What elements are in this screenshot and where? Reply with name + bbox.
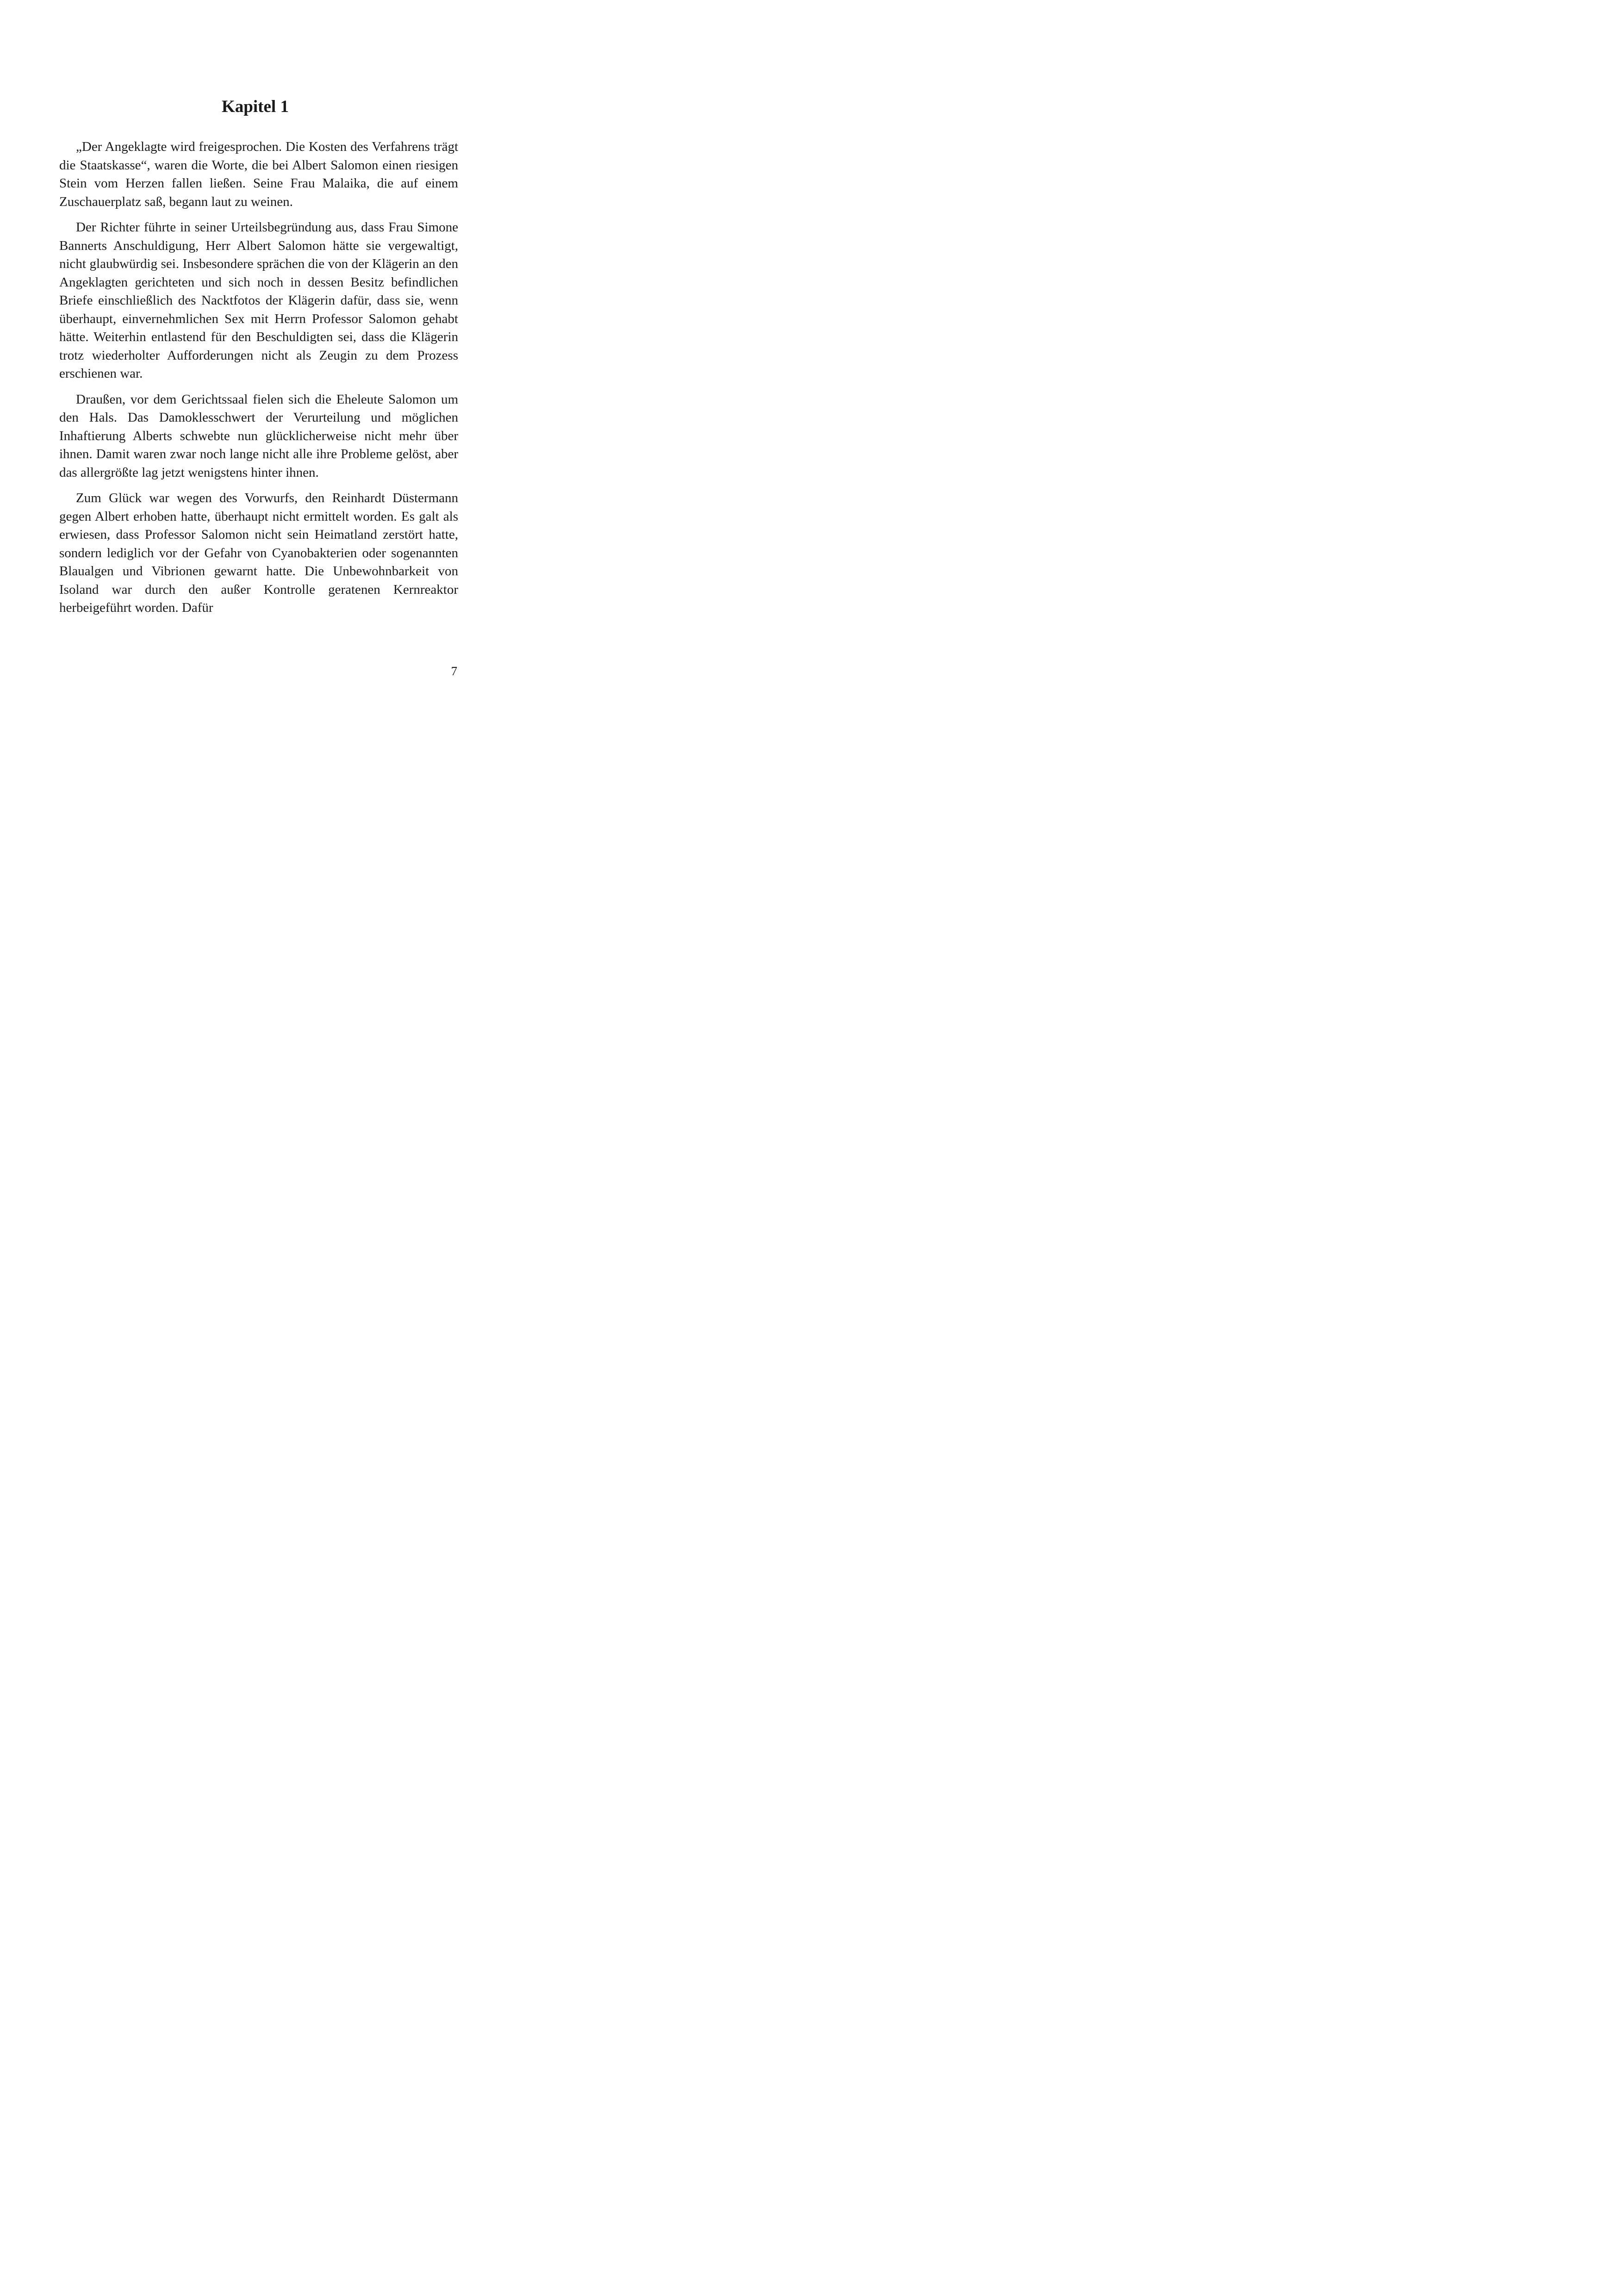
paragraph-1: „Der Angeklagte wird freigesprochen. Die Kosten des Verfahrens trägt die Staatskasse“, waren die Worte, die bei Albert Salomon einen riesigen Stein vom Herzen fallen ließen. Seine Frau Malaika, die auf einem Zuschauerplatz saß, begann laut zu weinen. (59, 139, 458, 209)
chapter-body (59, 138, 458, 617)
book-page (0, 0, 510, 723)
paragraph-3: Draußen, vor dem Gerichtssaal fielen sich die Eheleute Salomon um den Hals. Das Damoklesschwert der Verurteilung und möglichen Inhaftierung Alberts schwebte nun glücklicherweise nicht mehr über ihnen. Damit waren zwar noch lange nicht alle ihre Probleme gelöst, aber das allergrößte lag jetzt wenigstens hinter ihnen. (59, 392, 458, 480)
page-number: 7 (451, 664, 457, 678)
paragraph-4: Zum Glück war wegen des Vorwurfs, den Reinhardt Düstermann gegen Albert erhoben hatte, überhaupt nicht ermittelt worden. Es galt als erwiesen, dass Professor Salomon nicht sein Heimatland zerstört hatte, sondern lediglich vor der Gefahr von Cyanobakterien oder sogenannten Blaualgen und Vibrionen gewarnt hatte. Die Unbewohnbarkeit von Isoland war durch den außer Kontrolle geratenen Kernreaktor herbeigeführt worden. Dafür (59, 491, 458, 615)
chapter-title: Kapitel 1 (222, 97, 289, 116)
paragraph-2: Der Richter führte in seiner Urteilsbegründung aus, dass Frau Simone Bannerts Anschuldigung, Herr Albert Salomon hätte sie vergewaltigt, nicht glaubwürdig sei. Insbesondere sprächen die von der Klägerin an den Angeklagten gerichteten und sich noch in dessen Besitz befindlichen Briefe einschließlich des Nacktfotos der Klägerin dafür, dass sie, wenn überhaupt, einvernehmlichen Sex mit Herrn Professor Salomon gehabt hätte. Weiterhin entlastend für den Beschuldigten sei, dass die Klägerin trotz wiederholter Aufforderungen nicht als Zeugin zu dem Prozess erschienen war. (59, 220, 458, 381)
